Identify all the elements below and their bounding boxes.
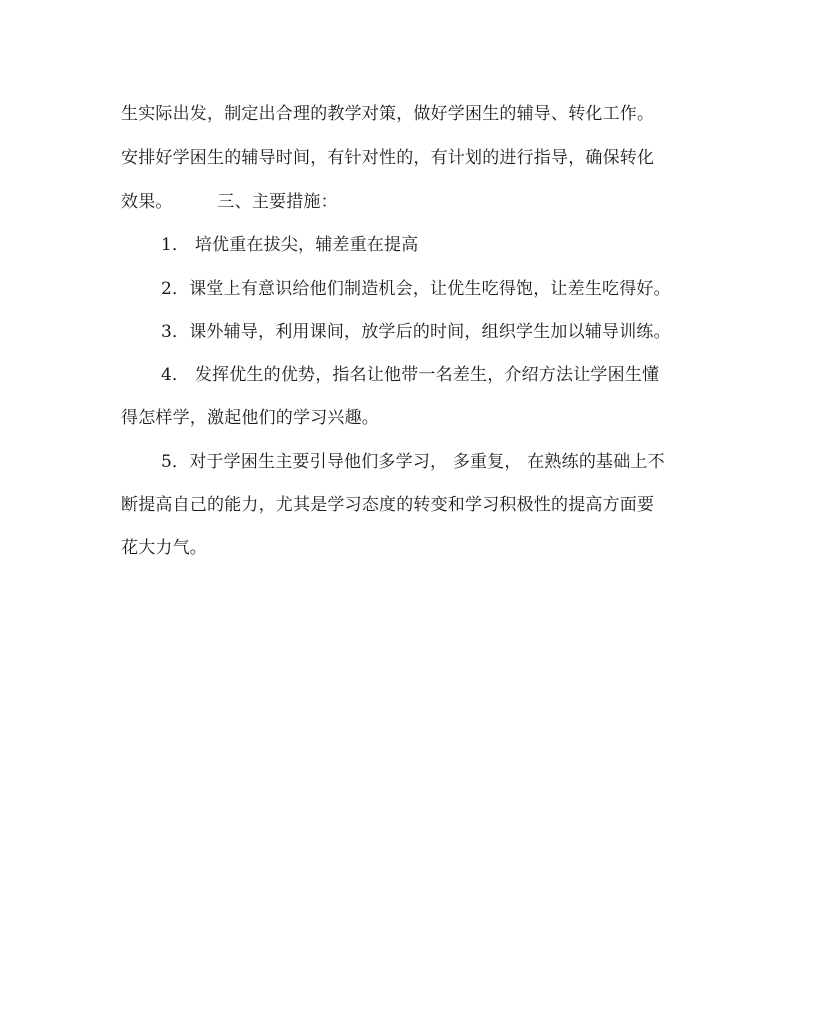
paragraph-line: 生实际出发，制定出合理的教学对策，做好学困生的辅导、转化工作。 [121,104,655,124]
list-item: 2．课堂上有意识给他们制造机会，让优生吃得饱，让差生吃得好。 [161,279,671,299]
paragraph-line: 安排好学困生的辅导时间，有针对性的，有计划的进行指导，确保转化 [121,148,655,168]
paragraph-line: 断提高自己的能力，尤其是学习态度的转变和学习积极性的提高方面要 [121,495,655,515]
list-item: 5．对于学困生主要引导他们多学习， 多重复， 在熟练的基础上不 [161,452,665,472]
paragraph-line: 得怎样学，激起他们的学习兴趣。 [121,408,379,428]
list-item: 4． 发挥优生的优势，指名让他带一名差生，介绍方法让学困生懂 [161,365,660,385]
paragraph-line: 花大力气。 [121,538,207,558]
list-item: 3．课外辅导，利用课间，放学后的时间，组织学生加以辅导训练。 [161,322,671,342]
list-item: 1． 培优重在拔尖，辅差重在提高 [161,235,419,255]
paragraph-line: 效果。 三、主要措施： [121,192,338,212]
